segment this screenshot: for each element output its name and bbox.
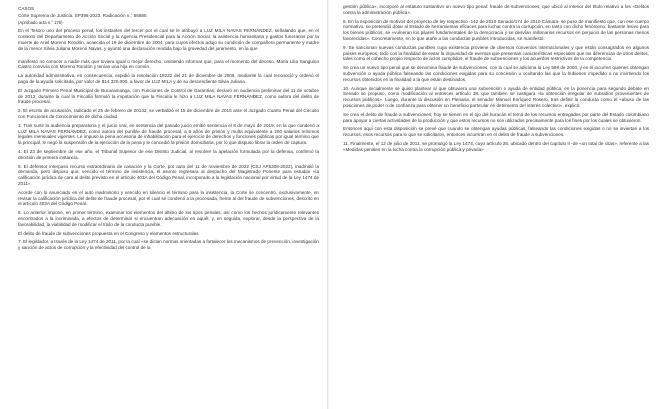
- paragraph: 6. Lo anterior impone, en primer término, examinar los elementos del último de los tipos penales, así como los hechos jurídicamente relevantes encontrados a la incriminada, a efectos de determinar si encuentran adecuación en aquél, y, en seguida, explorar, desde la perspectiva de la favorabilidad, la viabilidad de modificar el título de la conducta punible.: [18, 210, 319, 227]
- subheading: El delito de fraude de subvenciones propuesta en el Congreso y elementos estructurales: [18, 230, 199, 236]
- paragraph: 4. El 23 de septiembre de ese año, el Tribunal Superior de ese Distrito Judicial, al resolver la apelación formulada por la defensa, confirmó la decisión de primera instancia.: [18, 148, 319, 160]
- paragraph: 11. Finalmente, el 12 de julio de 2011, se promulgó la Ley 1474, cuyo artículo 26, ubicado dentro del capítulo II -de «un total de citas», referente a las «Medidas penales en la lucha contra la corrupción pública y privada»: [343, 140, 649, 152]
- paragraph: 10. Aunque inicialmente se quiso plantear al que obtuviera una subvención o ayuda de entidad pública, en la ponencia para segundo debate en Senado se propuso, como modificación al entonces artículo 38, que también se castigara «la obtención irregular de subsidios provenientes de recursos públicos». Luego, durante la discusión en Plenaria, el senador Manuel Enríquez Rosero, tras definir la conducta como el «abuso de las posiciones de poder o de confianza para obtener un beneficio particular en detrimento del interés colectivo», explicó:: [343, 85, 649, 108]
- left-page: [0, 0, 328, 409]
- paragraph: 2. El escrito de acusación, radicado el 25 de febrero de 20142, se verbalizó el 15 de diciembre de 2015 ante el Juzgado Cuarto Penal del Circuito con Funciones de Conocimiento de dicha ciudad.: [18, 108, 319, 119]
- paragraph: Se crea un nuevo tipo penal que se denomina fraude de subvenciones, con la cual se adiciona la Ley 599 de 2000, y en él incurren quienes obtengan subvención o ayuda pública falseando las condiciones exigidas para su concesión u ocultando las que la hubiesen impedido o no invirtiendo los recursos obtenidos en la finalidad a la que están destinados.: [343, 65, 649, 82]
- paragraph: 3. Tras surtir la audiencia preparatoria y el juicio oral, en sentencia del pasado juicio emitió sentencia el 8 de mayo de 2019, en la que condenó a LUZ MILA NAVAS FERNÁNDEZ, como autora del punible de fraude procesal, a 6 años de prisión y multa equivalente a 200 salarios mínimos legales mensuales vigentes. Le impuso la pena accesoria de inhabilitación para el ejercicio de derechos y funciones públicas por igual término que la principal, le negó la suspensión de la ejecución de la pena y le concedió la prisión domiciliaria, por lo que dispuso librar la orden de captura.: [18, 122, 319, 146]
- right-page: [329, 0, 657, 409]
- section-heading: CASOS: [18, 6, 35, 11]
- paragraph: 9. Se sancionan nuevas conductas punibles cuya existencia proviene de diversos convenios internacionales y que están consagrados en algunos países europeos, todo con la finalidad de evitar la impunidad de eventos que presentan características especiales que los diferencian de otros delitos, tales como el cohecho propio respecto de actos cumplidos, el fraude de subvenciones y los acuerdos restrictivos de la competencia.: [343, 44, 649, 62]
- paragraph: 8. En la exposición de motivos del proyecto de ley respectivo -142 de 2010 Senado/174 de 2010 Cámara- se puso de manifiesto que, con ese cuerpo normativo, se pretendió dotar al Estado de herramientas eficaces para luchar contra la corrupción, en tanto con dicho fenómeno, bastante lesivo para los bienes públicos, se «vulneran los pilares fundamentales de la democracia y se desvían millonarios recursos en perjuicio de las personas menos favorecidas». Concretamente, en lo que atañe a las conductas punibles introducidas, se manifestó:: [343, 18, 649, 41]
- paragraph: En el Tesoro uno del proceso penal, los instantes del tercer por el cual se le atribuyó a LUZ MILA NAVAS FERNÁNDEZ, señalando que, en el contexto del Departamento de Acción Social y la Agencia Presidencial para la Acción Social, la asistencia humanitaria y gastos funerarios por la muerte de Ariel Moreno Rondón, acaecida el 19 de diciembre de 2004, para cuyos efectos adujo su condición de compañera permanente y madre de la menor Silvia Juliana Moreno Navas, y ayuntó una declaración rendida bajo la gravedad del juramento, en la que: [18, 28, 319, 51]
- paragraph: Se crea el delito de fraude a subvenciones; hoy se tienen en el ojo del huracán el tema de los recursos entregados por parte del Estado colombiano para apoyar a ciertas actividades de la producción y que estos recursos no son utilizados precisamente para los fines por los cuales se obtuvieron.: [343, 111, 649, 123]
- approval-note: (Aprobado acta n.° 176): [18, 19, 63, 25]
- paragraph: manifestó no conocer a nadie más que tuviera igual o mejor derecho, omitiendo informar que, para el momento del deceso, María Lilia Sanguino Castro convivía con Moreno Rondón y tenían una hija en común.: [18, 58, 319, 70]
- paragraph: La autoridad administrativa, en consecuencia, expidió la resolución 18232 del 21 de diciembre de 2006, mediante la cual reconoció y ordenó el pago de la ayuda solicitada, por valor de $14.320.000, a favor de LUZ MILA y de su descendiente Silvia Juliana.: [18, 73, 319, 84]
- paragraph: gestión pública», incorporó al estatuto sustantivo un nuevo tipo penal: fraude de subvenciones, que ubicó al interior del título relativo a los «Delitos contra la administración pública».: [343, 4, 649, 15]
- paragraph: El Juzgado Primero Penal Municipal de Bucaramanga, con Funciones de Control de Garantías, declaró en audiencia preliminar del 11 de octubre de 2013, durante la cual la Fiscalía formuló la imputación que la Fiscalía le hizo a LUZ MILA NAVAS FERNÁNDEZ, como autora del delito de fraude procesal.: [18, 87, 319, 105]
- case-reference: Corte Suprema de Justicia. SP396-2023. Radicación n.° 56885: [18, 12, 147, 18]
- paragraph: Acorde con lo anunciado en el auto inadmisorio y vencido en silencio el término para la insistencia, la Corte se concentró, exclusivamente, en revisar la calificación jurídica del delito de fraude procesal, por el cual se condenó a la procesada, frente al del fraude de subvenciones, descrito en el artículo 403A del Código Penal.: [18, 189, 319, 207]
- paragraph: Entonces aquí con esta disposición se prevé que cuando se obtengan ayudas públicas, falseando las condiciones exigidas o no se inviertan a los recursos, esos recursos para lo que se solicitaron, entonces incurrirán en el delito de fraude a subvenciones.: [343, 126, 649, 138]
- paragraph: 7. El legislador, a través de la Ley 1474 de 2011, por la cual «se dictan normas orientadas a fortalecer los mecanismos de prevención, investigación y sanción de actos de corrupción y la efectividad del control de la: [18, 239, 319, 251]
- paragraph: 5. El defensor interpuso recurso extraordinario de casación y la Corte, por auto del 11 de noviembre de 2022 (CSJ AP5306-2022), inadmitió la demanda, pero dispuso que, vencido el término de insistencia, el asunto regresara al despacho del Magistrado Ponente para estudiar «la calificación jurídica de cara al delito previsto en el artículo 403A del Código Penal, incorporado a la legislación nacional por virtud de la Ley 1474 de 2011».: [18, 163, 319, 186]
